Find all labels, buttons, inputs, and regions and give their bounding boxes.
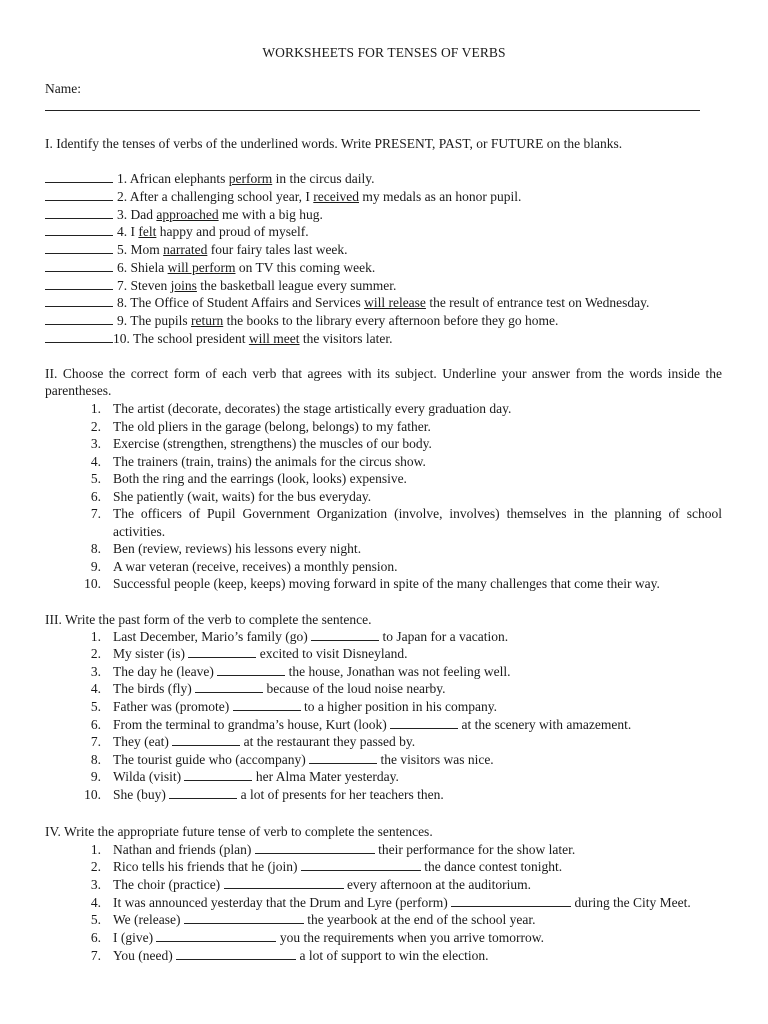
answer-blank[interactable] <box>45 294 113 307</box>
section1-item <box>45 241 722 259</box>
item-number: 1. <box>117 171 128 186</box>
sentence-text: The old pliers in the garage (belong, belongs) to my father. <box>113 418 431 434</box>
answer-blank[interactable] <box>45 188 113 201</box>
sentence <box>113 716 722 734</box>
sentence-text: The day he (leave) <box>113 663 218 679</box>
sentence-text: It was announced yesterday that the Drum and Lyre (perform) <box>113 894 452 910</box>
sentence-text: the visitors later. <box>299 330 393 346</box>
sentence-text: my medals as an honor pupil. <box>359 188 522 204</box>
item-number: 9. <box>117 313 128 328</box>
sentence-text: My sister (is) <box>113 646 189 662</box>
sentence-text: The birds (fly) <box>113 681 196 697</box>
item-number: 4. <box>90 681 101 697</box>
item-number: 2. <box>90 418 101 434</box>
underlined-verb: will release <box>364 295 426 311</box>
sentence-text: The trainers (train, trains) the animals for the circus show. <box>113 453 426 469</box>
sentence-text: She (buy) <box>113 786 170 802</box>
sentence-text: The officers of Pupil Government Organization (involve, involves) themselves in the planning of school <box>113 506 722 521</box>
sentence-text: They (eat) <box>113 734 173 750</box>
sentence-text: to a higher position in his company. <box>300 698 497 714</box>
underlined-verb: narrated <box>163 242 208 257</box>
item-number: 7. <box>117 277 128 293</box>
answer-blank[interactable] <box>45 241 113 254</box>
section1-item <box>45 330 722 348</box>
item-number: 7. <box>90 947 101 963</box>
name-blank-line[interactable] <box>45 110 700 111</box>
underlined-verb: return <box>191 313 224 328</box>
sentence-text: the books to the library every afternoon before they go home. <box>223 313 559 328</box>
item-number: 5. <box>90 698 101 714</box>
answer-blank[interactable] <box>156 929 276 942</box>
section1-item <box>45 188 722 206</box>
answer-blank[interactable] <box>176 947 296 960</box>
item-number: 8. <box>117 295 128 311</box>
section2-instruction-line1: II. Choose the correct form of each verb that agrees with its subject. Underline your answer from the words inside the <box>45 366 722 381</box>
answer-blank[interactable] <box>217 663 285 676</box>
sentence-text: at the scenery with amazement. <box>458 716 632 732</box>
sentence <box>113 947 722 965</box>
underlined-verb: perform <box>228 171 273 186</box>
sentence <box>113 628 722 646</box>
section1-item <box>45 170 722 188</box>
sentence-text: Wilda (visit) <box>113 769 185 785</box>
item-number: 3. <box>90 436 101 451</box>
item-number: 3. <box>90 876 101 892</box>
item-number: 6. <box>90 716 101 732</box>
answer-blank[interactable] <box>451 894 571 907</box>
sentence-text: in the circus daily. <box>272 171 375 186</box>
sentence-text: her Alma Mater yesterday. <box>252 769 399 785</box>
sentence-text: the result of entrance test on Wednesday. <box>425 295 650 311</box>
sentence <box>113 858 722 876</box>
sentence <box>113 894 722 912</box>
answer-blank[interactable] <box>195 680 263 693</box>
item-number: 9. <box>90 558 101 574</box>
section1-item <box>45 277 722 295</box>
item-number: 1. <box>90 628 101 644</box>
item-number: 7. <box>90 506 101 521</box>
sentence-text: We (release) <box>113 912 184 928</box>
item-number: 4. <box>90 453 101 469</box>
sentence-text: the dance contest tonight. <box>420 859 563 875</box>
item-number: 1. <box>90 401 101 416</box>
sentence-text: The artist (decorate, decorates) the stage artistically every graduation day. <box>113 401 512 416</box>
answer-blank[interactable] <box>301 858 421 871</box>
sentence-text: you the requirements when you arrive tomorrow. <box>276 930 545 945</box>
sentence-text: a lot of presents for her teachers then. <box>237 786 444 802</box>
item-number: 5. <box>90 912 101 928</box>
sentence-text: at the restaurant they passed by. <box>240 734 416 750</box>
sentence-text: Mom <box>130 242 164 257</box>
section1-item <box>45 206 722 224</box>
item-number: 6. <box>117 259 128 275</box>
underlined-verb: approached <box>156 206 219 222</box>
answer-blank[interactable] <box>172 733 240 746</box>
answer-blank[interactable] <box>188 645 256 658</box>
sentence-text: From the terminal to grandma’s house, Kurt (look) <box>113 716 391 732</box>
section3-instruction: III. Write the past form of the verb to complete the sentence. <box>45 612 372 627</box>
sentence-text: Both the ring and the earrings (look, looks) expensive. <box>113 471 407 486</box>
item-number: 4. <box>117 224 128 240</box>
answer-blank[interactable] <box>45 277 113 290</box>
item-number: 10. <box>113 330 130 346</box>
section1-item <box>45 294 722 312</box>
sentence <box>113 841 722 859</box>
sentence-text: Nathan and friends (plan) <box>113 841 255 857</box>
sentence-text: After a challenging school year, I <box>129 188 314 204</box>
answer-blank[interactable] <box>184 768 252 781</box>
section1-item <box>45 223 722 241</box>
underlined-verb: joins <box>170 277 197 293</box>
name-label: Name: <box>45 81 81 96</box>
item-number: 4. <box>90 894 101 910</box>
sentence-text-continued: activities. <box>113 523 166 539</box>
sentence-text: The choir (practice) <box>113 876 224 892</box>
sentence-text: I <box>130 224 139 240</box>
sentence-text: You (need) <box>113 947 177 963</box>
underlined-verb: felt <box>138 224 157 240</box>
section1-instruction: I. Identify the tenses of verbs of the underlined words. Write PRESENT, PAST, or FUTURE on the blanks. <box>45 136 623 151</box>
item-number: 10. <box>84 786 101 802</box>
sentence-text: a lot of support to win the election. <box>296 947 489 963</box>
sentence-text: African elephants <box>129 171 229 186</box>
sentence-text: excited to visit Disneyland. <box>256 646 408 662</box>
answer-blank[interactable] <box>45 206 113 219</box>
item-number: 8. <box>90 541 101 556</box>
answer-blank[interactable] <box>309 751 377 764</box>
sentence-text: me with a big hug. <box>218 206 323 222</box>
answer-blank[interactable] <box>390 716 458 729</box>
sentence <box>113 645 722 663</box>
sentence-text: Ben (review, reviews) his lessons every night. <box>113 541 362 556</box>
item-number: 6. <box>90 930 101 945</box>
sentence-text: Shiela <box>130 259 168 275</box>
item-number: 1. <box>90 841 101 857</box>
underlined-verb: received <box>313 188 359 204</box>
item-number: 2. <box>90 646 101 662</box>
sentence-text: I (give) <box>113 930 157 945</box>
item-number: 7. <box>90 734 101 750</box>
sentence-text: The Office of Student Affairs and Services <box>130 295 365 311</box>
section1-item <box>45 312 722 330</box>
sentence <box>113 751 722 769</box>
sentence-text: their performance for the show later. <box>374 841 576 857</box>
sentence-text: Exercise (strengthen, strengthens) the muscles of our body. <box>113 436 432 451</box>
sentence-text: the visitors was nice. <box>377 751 494 767</box>
sentence-text: every afternoon at the auditorium. <box>343 876 531 892</box>
section1-item <box>45 259 722 277</box>
sentence-text: Successful people (keep, keeps) moving forward in spite of the many challenges that come their way. <box>113 576 660 591</box>
sentence <box>113 733 722 751</box>
sentence-text: four fairy tales last week. <box>207 242 348 257</box>
answer-blank[interactable] <box>45 330 113 343</box>
sentence-text: She patiently (wait, waits) for the bus everyday. <box>113 488 372 504</box>
sentence-text: Steven <box>130 277 171 293</box>
item-number: 5. <box>117 242 128 257</box>
sentence-text: on TV this coming week. <box>235 259 376 275</box>
sentence-text: to Japan for a vacation. <box>379 628 509 644</box>
sentence-text: Dad <box>130 206 157 222</box>
underlined-verb: will perform <box>167 259 236 275</box>
answer-blank[interactable] <box>45 259 113 272</box>
sentence-text: because of the loud noise nearby. <box>263 681 446 697</box>
sentence <box>113 768 722 786</box>
answer-blank[interactable] <box>255 841 375 854</box>
sentence-text: The tourist guide who (accompany) <box>113 751 310 767</box>
sentence-text: A war veteran (receive, receives) a monthly pension. <box>113 558 398 574</box>
sentence-text: the yearbook at the end of the school year. <box>303 912 536 928</box>
answer-blank[interactable] <box>45 170 113 183</box>
item-number: 2. <box>117 188 128 204</box>
sentence-text: Rico tells his friends that he (join) <box>113 859 301 875</box>
sentence <box>113 680 722 698</box>
underlined-verb: will meet <box>248 330 300 346</box>
answer-blank[interactable] <box>224 876 344 889</box>
sentence-text: The pupils <box>130 313 192 328</box>
sentence-text: The school president <box>133 330 249 346</box>
answer-blank[interactable] <box>311 628 379 641</box>
item-number: 3. <box>90 663 101 679</box>
item-number: 6. <box>90 488 101 504</box>
item-number: 8. <box>90 751 101 767</box>
sentence-text: the house, Jonathan was not feeling well. <box>285 663 511 679</box>
sentence-text: Father was (promote) <box>113 698 233 714</box>
sentence-text: the basketball league every summer. <box>196 277 397 293</box>
answer-blank[interactable] <box>45 312 113 325</box>
sentence-text: happy and proud of myself. <box>156 224 309 240</box>
sentence <box>113 929 722 947</box>
answer-blank[interactable] <box>45 223 113 236</box>
answer-blank[interactable] <box>184 911 304 924</box>
sentence <box>113 876 722 894</box>
sentence <box>113 786 722 804</box>
sentence <box>113 911 722 929</box>
item-number: 2. <box>90 859 101 875</box>
sentence <box>113 698 722 716</box>
item-number: 5. <box>90 471 101 486</box>
section4-instruction: IV. Write the appropriate future tense of verb to complete the sentences. <box>45 824 433 839</box>
sentence <box>113 663 722 681</box>
page-title: WORKSHEETS FOR TENSES OF VERBS <box>262 45 506 60</box>
sentence-text: during the City Meet. <box>571 894 691 910</box>
item-number: 3. <box>117 206 128 222</box>
answer-blank[interactable] <box>169 786 237 799</box>
section2-instruction-line2: parentheses. <box>45 383 112 398</box>
sentence-text: Last December, Mario’s family (go) <box>113 628 312 644</box>
answer-blank[interactable] <box>233 698 301 711</box>
item-number: 9. <box>90 769 101 785</box>
item-number: 10. <box>84 576 101 591</box>
